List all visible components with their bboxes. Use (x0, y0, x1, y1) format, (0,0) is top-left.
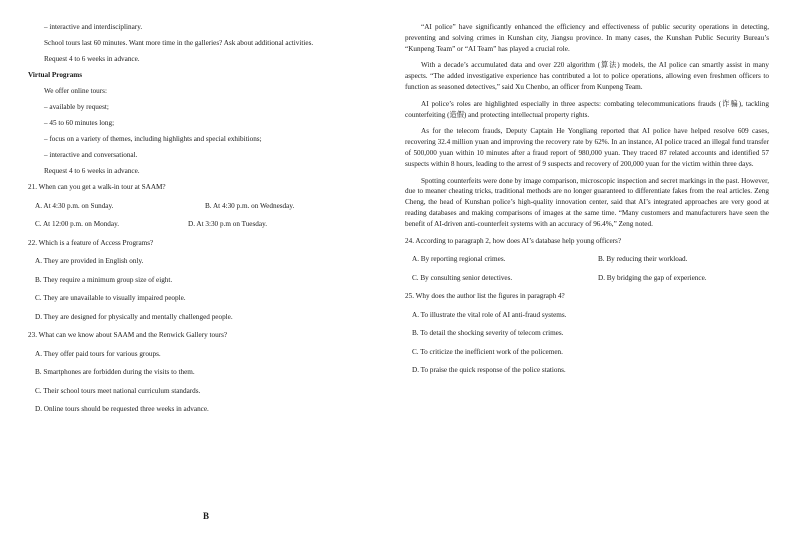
option-22a[interactable]: A. They are provided in English only. (35, 257, 144, 265)
option-21b[interactable]: B. At 4:30 p.m. on Wednesday. (205, 201, 295, 210)
passage-paragraph: AI police’s roles are highlighted especially in three aspects: combating telecommunications frauds (诈骗), tackling counterfeiting (造假) and protecting intellectual property rights. (405, 99, 769, 119)
passage-paragraph: As for the telecom frauds, Deputy Captain He Yongliang reported that AI police have helped resolve 609 cases, recovering 32.4 million yuan and improving the recovery rate by 62%. In an instance, AI police traced an illegal fund transfer of 500,000 yuan within 10 minutes after a fraud report of 980,000 yuan. They traced 87 related accounts and identified 57 suspects within 8 hours, leading to the arrest of 9 suspects and recovery of 200,000 yuan for the victim within three days. (405, 127, 769, 168)
question-21-stem: 21. When can you get a walk-in tour at SAAM? (28, 183, 166, 191)
option-22d[interactable]: D. They are designed for physically and mentally challenged people. (35, 312, 233, 321)
intro-line: School tours last 60 minutes. Want more time in the galleries? Ask about additional activities. (44, 39, 314, 47)
option-21c[interactable]: C. At 12:00 p.m. on Monday. (35, 220, 119, 228)
option-25c[interactable]: C. To criticize the inefficient work of the policemen. (412, 347, 563, 356)
option-23c[interactable]: C. Their school tours meet national curriculum standards. (35, 386, 201, 395)
option-23b[interactable]: B. Smartphones are forbidden during the visits to them. (35, 368, 195, 376)
option-23d[interactable]: D. Online tours should be requested three weeks in advance. (35, 405, 209, 413)
passage-paragraph: Spotting counterfeits were done by image comparison, microscopic inspection and secret markings in the past. However, due to meaner cheating tricks, traditional methods are no longer guaranteed to differentiate fakes from the real articles. Zeng Cheng, the head of Kunshan police’s high-quality innovation center, said that AI’s integrated approaches are very good at reading databases and making comparisons of images at the same time. “Many customers and manufacturers have seen the benefit of AI-driven anti-counterfeit systems with an accuracy of 96.4%,” Zeng noted. (405, 176, 769, 228)
option-24d[interactable]: D. By bridging the gap of experience. (598, 273, 707, 282)
option-22c[interactable]: C. They are unavailable to visually impaired people. (35, 294, 186, 302)
question-24-row-ab (405, 254, 769, 264)
option-25b[interactable]: B. To detail the shocking severity of telecom crimes. (412, 329, 564, 338)
intro-line: – interactive and interdisciplinary. (44, 23, 143, 31)
virtual-programs-heading: Virtual Programs (28, 71, 83, 79)
question-25-stem: 25. Why does the author list the figures in paragraph 4? (405, 292, 565, 301)
intro-line: Request 4 to 6 weeks in advance. (44, 55, 140, 63)
question-23-stem: 23. What can we know about SAAM and the Renwick Gallery tours? (28, 331, 228, 339)
option-24b[interactable]: B. By reducing their workload. (598, 255, 688, 264)
right-column (405, 22, 769, 375)
question-21-row-cd (28, 219, 378, 229)
virtual-line: – 45 to 60 minutes long; (44, 119, 115, 127)
left-column (28, 22, 378, 414)
question-21-row-ab (28, 201, 378, 211)
question-22-stem: 22. Which is a feature of Access Programs? (28, 238, 154, 247)
option-24a[interactable]: A. By reporting regional crimes. (412, 255, 506, 264)
virtual-line: – interactive and conversational. (44, 151, 138, 159)
option-25a[interactable]: A. To illustrate the vital role of AI anti-fraud systems. (412, 310, 567, 319)
option-25d[interactable]: D. To praise the quick response of the police stations. (412, 366, 566, 375)
option-22b[interactable]: B. They require a minimum group size of eight. (35, 275, 173, 284)
question-24-row-cd (405, 273, 769, 283)
virtual-line: Request 4 to 6 weeks in advance. (44, 167, 140, 175)
option-24c[interactable]: C. By consulting senior detectives. (412, 273, 513, 282)
virtual-line: We offer online tours: (44, 87, 107, 95)
passage-paragraph: With a decade’s accumulated data and over 220 algorithm (算法) models, the AI police can smartly assist in many aspects. “The added investigative experience has contributed a lot to police operations, allowing even freshmen officers to function as seasoned detectives,” said Xu Chenbo, an officer from Kunpeng Team. (405, 61, 769, 91)
question-24-stem: 24. According to paragraph 2, how does AI’s database help young officers? (405, 236, 622, 245)
section-label: B (203, 511, 210, 521)
option-21a[interactable]: A. At 4:30 p.m. on Sunday. (35, 201, 114, 210)
option-21d[interactable]: D. At 3:30 p.m on Tuesday. (188, 220, 268, 228)
virtual-line: – available by request; (44, 103, 109, 111)
virtual-line: – focus on a variety of themes, including highlights and special exhibitions; (44, 135, 262, 143)
option-23a[interactable]: A. They offer paid tours for various groups. (35, 349, 161, 358)
passage-paragraph: “AI police” have significantly enhanced the efficiency and effectiveness of public security operations in detecting, preventing and solving crimes in Kunshan city, Jiangsu province. In many cases, the Kunshan Public Security Bureau’s “Kunpeng Team” or “AI Team” has played a crucial role. (405, 23, 769, 53)
